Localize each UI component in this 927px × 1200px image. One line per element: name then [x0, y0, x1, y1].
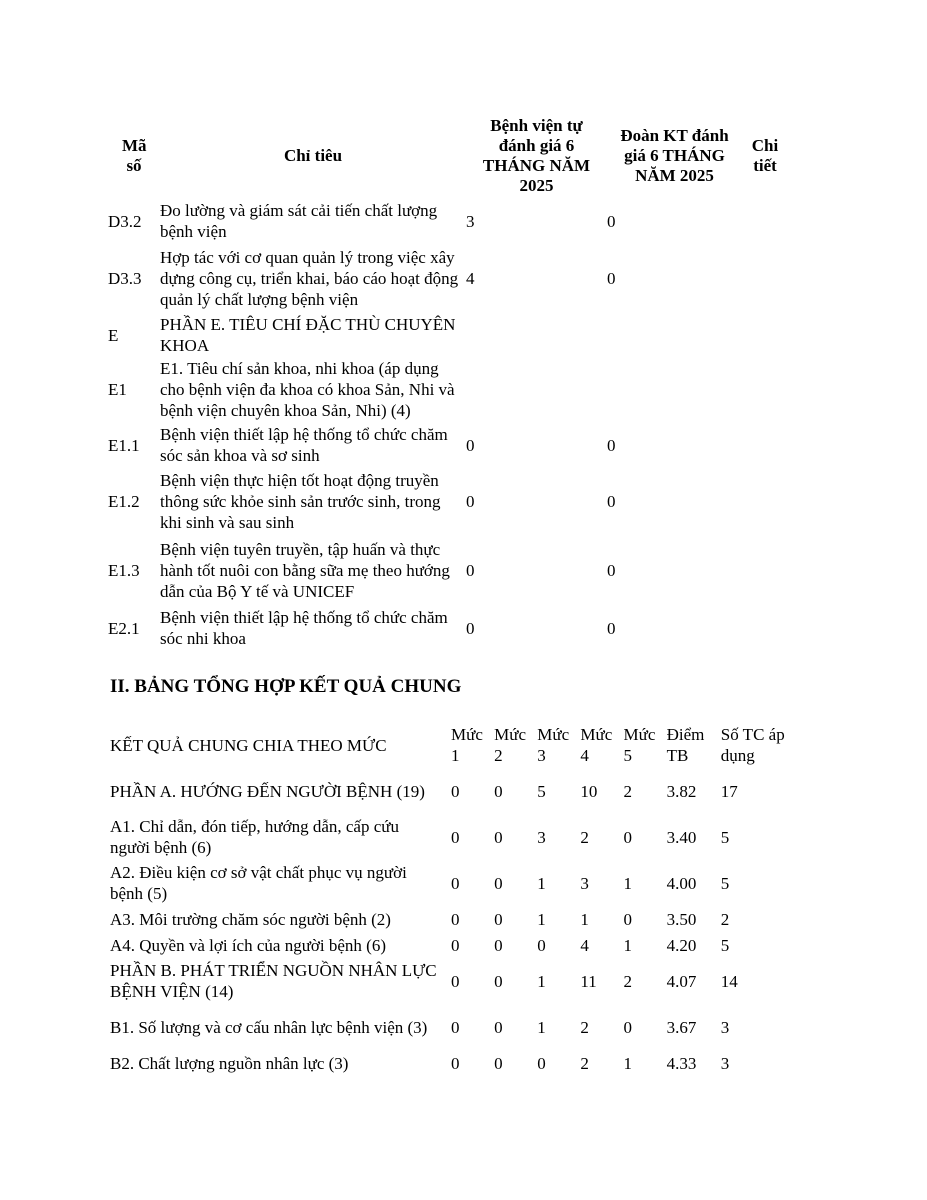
table-row: [110, 860, 790, 906]
table-row: [108, 534, 788, 606]
row-name: Bệnh viện tuyên truyền, tập huấn và thực hành tốt nuôi con bằng sữa mẹ theo hướng dẫn của Bộ Y tế và UNICEF: [160, 539, 450, 601]
row-level-4: 4: [580, 935, 589, 955]
row-code: D3.3: [108, 268, 142, 288]
row-self-score: [466, 314, 607, 356]
row-detail: [742, 314, 788, 356]
row-level-5: 2: [623, 781, 632, 801]
row-level-2: 0: [494, 781, 503, 801]
row-code: E1.2: [108, 491, 140, 511]
row-level-2: 0: [494, 909, 503, 929]
row-label: A1. Chỉ dẫn, đón tiếp, hướng dẫn, cấp cứu người bệnh (6): [110, 817, 399, 857]
row-code: E1: [108, 379, 127, 399]
row-name: PHẦN E. TIÊU CHÍ ĐẶC THÙ CHUYÊN KHOA: [160, 315, 456, 355]
row-level-3: 1: [537, 1017, 546, 1037]
row-label: A2. Điều kiện cơ sở vật chất phục vụ người bệnh (5): [110, 863, 407, 903]
row-level-4: 11: [580, 971, 597, 991]
table-row: [110, 768, 790, 814]
row-self-score: 3: [466, 211, 475, 231]
row-level-1: 0: [451, 935, 460, 955]
header-level-2: Mức 2: [494, 725, 526, 765]
row-level-2: 0: [494, 1017, 503, 1037]
row-level-1: 0: [451, 781, 460, 801]
summary-table: [110, 722, 790, 1076]
row-label: PHẦN B. PHÁT TRIỂN NGUỒN NHÂN LỰC BỆNH VIỆN (14): [110, 961, 437, 1001]
row-audit-score: 0: [607, 268, 616, 288]
row-level-5: 1: [623, 935, 632, 955]
row-label: B1. Số lượng và cơ cấu nhân lực bệnh viện (3): [110, 1017, 428, 1037]
row-level-1: 0: [451, 873, 460, 893]
row-level-2: 0: [494, 873, 503, 893]
row-level-4: 3: [580, 873, 589, 893]
row-level-5: 0: [623, 909, 632, 929]
row-audit-score: 0: [607, 211, 616, 231]
row-level-5: 0: [623, 1017, 632, 1037]
row-detail: [742, 468, 788, 534]
row-name: Bệnh viện thực hiện tốt hoạt động truyền thông sức khỏe sinh sản trước sinh, trong khi sinh và sau sinh: [160, 470, 441, 532]
row-level-1: 0: [451, 909, 460, 929]
criteria-table-header: [108, 112, 788, 200]
table-row: [108, 200, 788, 242]
table-row: [108, 356, 788, 422]
row-level-3: 1: [537, 873, 546, 893]
row-level-4: 1: [580, 909, 589, 929]
row-level-2: 0: [494, 827, 503, 847]
row-name: Bệnh viện thiết lập hệ thống tổ chức chăm sóc sản khoa và sơ sinh: [160, 425, 448, 465]
row-audit-score: [607, 314, 742, 356]
row-level-5: 1: [623, 1053, 632, 1073]
row-level-3: 0: [537, 935, 546, 955]
header-name: Chỉ tiêu: [283, 146, 343, 165]
row-average-score: 3.40: [666, 827, 697, 847]
row-code: E2.1: [108, 618, 140, 638]
row-applied-count: 5: [720, 827, 730, 847]
table-row: [110, 1050, 790, 1076]
row-code: E1.1: [108, 435, 140, 455]
row-average-score: 3.67: [666, 1017, 697, 1037]
row-label: A4. Quyền và lợi ích của người bệnh (6): [110, 935, 386, 955]
table-row: [108, 468, 788, 534]
header-level-5: Mức 5: [623, 725, 656, 765]
row-applied-count: 2: [720, 909, 730, 929]
row-detail: [742, 200, 788, 242]
row-level-2: 0: [494, 1053, 503, 1073]
row-applied-count: 3: [720, 1053, 730, 1073]
row-level-4: 10: [580, 781, 598, 801]
row-code: E1.3: [108, 560, 140, 580]
row-average-score: 3.50: [666, 909, 697, 929]
table-row: [110, 958, 790, 1004]
row-audit-score: 0: [607, 491, 616, 511]
header-level-3: Mức 3: [537, 725, 570, 765]
row-level-3: 3: [537, 827, 546, 847]
row-level-4: 2: [580, 1017, 589, 1037]
row-name: E1. Tiêu chí sản khoa, nhi khoa (áp dụng cho bệnh viện đa khoa có khoa Sản, Nhi và bệnh viện chuyên khoa Sản, Nhi) (4): [160, 358, 455, 420]
row-self-score: 0: [466, 618, 475, 638]
header-average-score: Điểm TB: [666, 725, 705, 765]
row-self-score: 0: [466, 560, 475, 580]
row-applied-count: 3: [720, 1017, 730, 1037]
row-self-score: 4: [466, 268, 475, 288]
row-name: Hợp tác với cơ quan quản lý trong việc xây dựng công cụ, triển khai, báo cáo hoạt động quản lý chất lượng bệnh viện: [160, 247, 459, 309]
row-applied-count: 14: [720, 971, 738, 991]
row-average-score: 4.07: [666, 971, 697, 991]
row-code: E: [108, 325, 119, 345]
row-label: B2. Chất lượng nguồn nhân lực (3): [110, 1053, 349, 1073]
row-level-3: 5: [537, 781, 546, 801]
row-average-score: 4.33: [666, 1053, 697, 1073]
row-level-3: 1: [537, 909, 546, 929]
criteria-table: [108, 112, 788, 650]
header-self-assessment: Bệnh viện tự đánh giá 6 THÁNG NĂM 2025: [482, 116, 591, 195]
header-code: Mã số: [122, 136, 147, 175]
row-level-1: 0: [451, 1017, 460, 1037]
header-level-label: KẾT QUẢ CHUNG CHIA THEO MỨC: [110, 735, 387, 755]
header-detail: Chi tiết: [751, 136, 779, 175]
row-audit-score: [607, 356, 742, 422]
row-level-4: 2: [580, 1053, 589, 1073]
table-row: [110, 906, 790, 932]
row-audit-score: 0: [607, 435, 616, 455]
row-level-2: 0: [494, 935, 503, 955]
header-audit-assessment: Đoàn KT đánh giá 6 THÁNG NĂM 2025: [620, 126, 729, 185]
header-applied-count: Số TC áp dụng: [720, 725, 785, 765]
row-level-4: 2: [580, 827, 589, 847]
row-self-score: [466, 356, 607, 422]
section-title: II. BẢNG TỔNG HỢP KẾT QUẢ CHUNG: [110, 676, 462, 697]
row-applied-count: 5: [720, 935, 730, 955]
row-self-score: 0: [466, 491, 475, 511]
row-detail: [742, 606, 788, 650]
row-code: D3.2: [108, 211, 142, 231]
row-detail: [742, 356, 788, 422]
row-audit-score: 0: [607, 618, 616, 638]
row-label: A3. Môi trường chăm sóc người bệnh (2): [110, 909, 391, 929]
table-row: [108, 242, 788, 314]
row-average-score: 4.20: [666, 935, 697, 955]
row-level-5: 1: [623, 873, 632, 893]
row-level-1: 0: [451, 1053, 460, 1073]
header-level-1: Mức 1: [451, 725, 483, 765]
row-detail: [742, 422, 788, 468]
row-label: PHẦN A. HƯỚNG ĐẾN NGƯỜI BỆNH (19): [110, 781, 425, 801]
table-row: [110, 932, 790, 958]
row-audit-score: 0: [607, 560, 616, 580]
row-average-score: 3.82: [666, 781, 697, 801]
row-applied-count: 5: [720, 873, 730, 893]
row-detail: [742, 242, 788, 314]
summary-table-header: [110, 722, 790, 768]
row-level-5: 0: [623, 827, 632, 847]
row-level-3: 1: [537, 971, 546, 991]
header-level-4: Mức 4: [580, 725, 613, 765]
row-level-1: 0: [451, 971, 460, 991]
row-self-score: 0: [466, 435, 475, 455]
row-level-5: 2: [623, 971, 632, 991]
table-row: [108, 422, 788, 468]
row-level-2: 0: [494, 971, 503, 991]
table-row: [110, 1004, 790, 1050]
row-applied-count: 17: [720, 781, 738, 801]
row-name: Đo lường và giám sát cải tiến chất lượng bệnh viện: [160, 201, 438, 241]
row-level-1: 0: [451, 827, 460, 847]
row-name: Bệnh viện thiết lập hệ thống tổ chức chăm sóc nhi khoa: [160, 608, 448, 648]
row-average-score: 4.00: [666, 873, 697, 893]
row-detail: [742, 534, 788, 606]
table-row: [108, 606, 788, 650]
table-row: [108, 314, 788, 356]
row-level-3: 0: [537, 1053, 546, 1073]
table-row: [110, 814, 790, 860]
